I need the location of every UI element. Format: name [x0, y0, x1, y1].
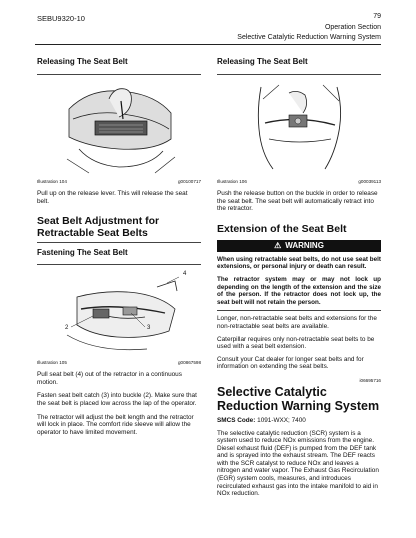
adjustment-rule [37, 242, 201, 243]
illustration-104-ref: g00100717 [178, 179, 201, 184]
illustration-105-ref: g00867598 [178, 360, 201, 366]
extension-heading: Extension of the Seat Belt [217, 222, 347, 235]
left-release-title: Releasing The Seat Belt [37, 57, 128, 66]
right-column [217, 57, 381, 498]
scr-heading: Selective Catalytic Reduction Warning System [217, 384, 380, 413]
left-release-paragraph: Pull up on the release lever. This will release the seat belt. [37, 190, 188, 205]
illustration-106-label: Illustration 106 [217, 179, 247, 184]
page-header-right [237, 12, 381, 44]
warning-text-1: When using retractable seat belts, do not use seat belt extensions, or personal injury or death can result. [217, 255, 381, 271]
extension-para-2: Caterpillar requires only non-retractable seat belts to be used with a seat belt extension. [217, 335, 375, 351]
fasten-para-3: The retractor will adjust the belt length and the retractor will lock in place. The comfort ride sleeve will allow the operator to have limited movement. [37, 413, 194, 436]
subsection-name: Selective Catalytic Reduction Warning System [237, 34, 381, 41]
extension-para-3: Consult your Cat dealer for longer seat belts and for information on extending the seat belts. [217, 355, 364, 371]
right-release-paragraph: Push the release button on the buckle in order to release the seat belt. The seat belt will automatically retract into the retractor. [217, 190, 378, 213]
adjustment-heading: Seat Belt Adjustment for Retractable Seat Belts [37, 215, 160, 240]
seat-belt-release-lever-drawing [59, 79, 179, 177]
warning-triangle-icon: ⚠ [274, 241, 282, 251]
callout-2: 2 [65, 325, 69, 332]
section-name: Operation Section [324, 23, 381, 31]
fasten-para-2: Fasten seat belt catch (3) into buckle (2). Make sure that the seat belt is placed low across the lap of the operator. [37, 392, 197, 407]
callout-4: 4 [183, 271, 187, 278]
smcs-value: 1091-WXX; 7400 [257, 416, 306, 424]
warning-label: WARNING [285, 241, 324, 251]
page-number: 79 [373, 13, 381, 20]
illustration-104-label: Illustration 104 [37, 179, 67, 184]
extension-para-1: Longer, non-retractable seat belts and extensions for the non-retractable seat belts are available. [217, 315, 377, 330]
smcs-label: SMCS Code: [217, 416, 256, 424]
fastening-title: Fastening The Seat Belt [37, 248, 128, 258]
illustration-104 [37, 79, 201, 177]
illustration-105-label: Illustration 105 [37, 360, 67, 366]
scr-paragraph: The selective catalytic reduction (SCR) system is a system used to reduce NOx emissions from the engine. Diesel exhaust fluid (DEF) is pumped from the DEF tank and is sprayed into the exhaust stream. The DEF reacts with the SCR catalyst to reduce NOx and leaves a nitrogen and water vapor. The Exhaust Gas Recirculation (EGR) system cools, measures, and introduces recirculated exhaust gas into the intake manifold to aid in NOx reduction. [217, 429, 379, 498]
reference-id: i06695716 [359, 377, 381, 383]
warning-banner [217, 240, 381, 252]
fasten-para-1: Pull seat belt (4) out of the retractor in a continuous motion. [37, 371, 182, 386]
left-column [37, 57, 201, 436]
illustration-104-caption [37, 179, 201, 184]
seat-belt-release-button-drawing [239, 79, 359, 177]
right-title-rule [217, 74, 381, 75]
illustration-105-caption [37, 360, 201, 365]
smcs-code [217, 417, 381, 425]
illustration-106-caption [217, 179, 381, 184]
fastening-rule [37, 264, 201, 265]
warning-end-rule [217, 310, 381, 311]
left-title-rule [37, 74, 201, 75]
seat-belt-fastening-drawing [37, 269, 201, 357]
callout-3: 3 [147, 325, 151, 332]
document-id: SEBU9320-10 [37, 14, 85, 23]
illustration-106-ref: g00039113 [358, 179, 381, 184]
right-release-title: Releasing The Seat Belt [217, 57, 308, 66]
header-rule [35, 44, 381, 45]
illustration-105 [37, 269, 201, 357]
illustration-106 [217, 79, 381, 177]
warning-text-2: The retractor system may or may not lock up depending on the length of the extension and the size of the person. If the retractor does not lock up, the seat belt will not retain the person. [217, 275, 381, 306]
